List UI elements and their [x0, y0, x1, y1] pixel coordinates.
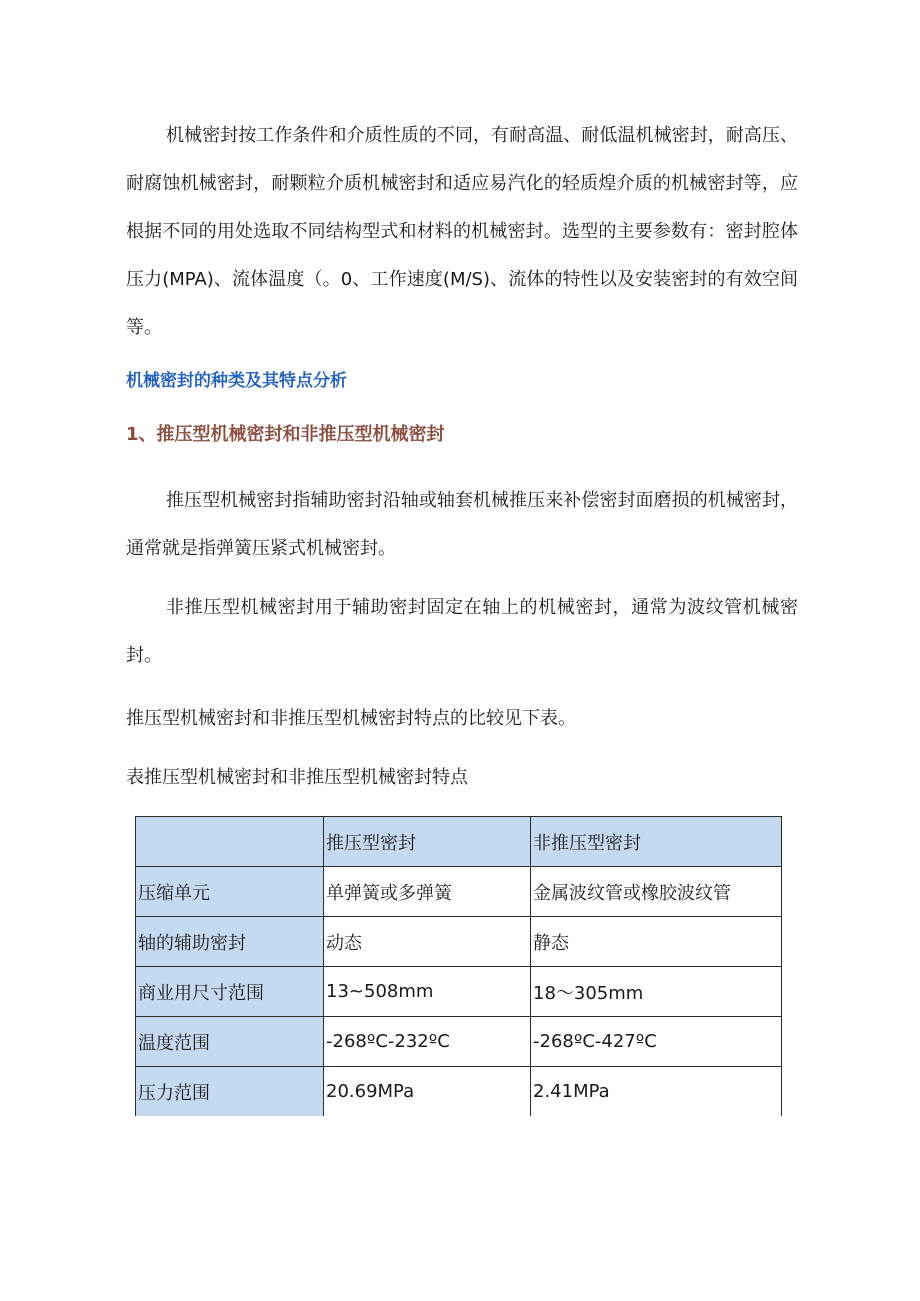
table-cell: 动态 [324, 917, 531, 967]
table-header-cell [136, 817, 324, 867]
table-cell: 18～305mm [531, 967, 782, 1017]
table-row-label: 压力范围 [136, 1067, 324, 1117]
table-header-row [136, 817, 782, 867]
table-cell: -268ºC-232ºC [324, 1017, 531, 1067]
table-cell: 单弹簧或多弹簧 [324, 867, 531, 917]
table-cell: 2.41MPa [531, 1067, 782, 1117]
pusher-paragraph: 推压型机械密封指辅助密封沿轴或轴套机械推压来补偿密封面磨损的机械密封，通常就是指弹簧压紧式机械密封。 [126, 490, 798, 559]
table-row [136, 1017, 782, 1067]
table-row [136, 967, 782, 1017]
compare-note: 推压型机械密封和非推压型机械密封特点的比较见下表。 [126, 708, 576, 729]
table-cell: 金属波纹管或橡胶波纹管 [531, 867, 782, 917]
table-row [136, 1067, 782, 1117]
table-cell: -268ºC-427ºC [531, 1017, 782, 1067]
table-row-label: 轴的辅助密封 [136, 917, 324, 967]
table-cell: 13~508mm [324, 967, 531, 1017]
intro-paragraph: 机械密封按工作条件和介质性质的不同，有耐高温、耐低温机械密封，耐高压、耐腐蚀机械密封，耐颗粒介质机械密封和适应易汽化的轻质煌介质的机械密封等，应根据不同的用处选取不同结构型式和材料的机械密封。选型的主要参数有：密封腔体压力(MPA)、流体温度（。0、工作速度(M/S)、流体的特性以及安装密封的有效空间等。 [126, 125, 798, 338]
table-header-cell: 非推压型密封 [531, 817, 782, 867]
section-title: 机械密封的种类及其特点分析 [126, 371, 347, 391]
table-row-label: 温度范围 [136, 1017, 324, 1067]
table-row-label: 商业用尺寸范围 [136, 967, 324, 1017]
table-cell: 静态 [531, 917, 782, 967]
table-caption: 表推压型机械密封和非推压型机械密封特点 [126, 767, 468, 788]
table-header-cell: 推压型密封 [324, 817, 531, 867]
table-cell: 20.69MPa [324, 1067, 531, 1117]
subsection-title: 1、推压型机械密封和非推压型机械密封 [126, 424, 445, 445]
table-row [136, 867, 782, 917]
table-row-label: 压缩单元 [136, 867, 324, 917]
table-row [136, 917, 782, 967]
non-pusher-paragraph: 非推压型机械密封用于辅助密封固定在轴上的机械密封，通常为波纹管机械密封。 [126, 597, 798, 666]
comparison-table [135, 816, 782, 1116]
